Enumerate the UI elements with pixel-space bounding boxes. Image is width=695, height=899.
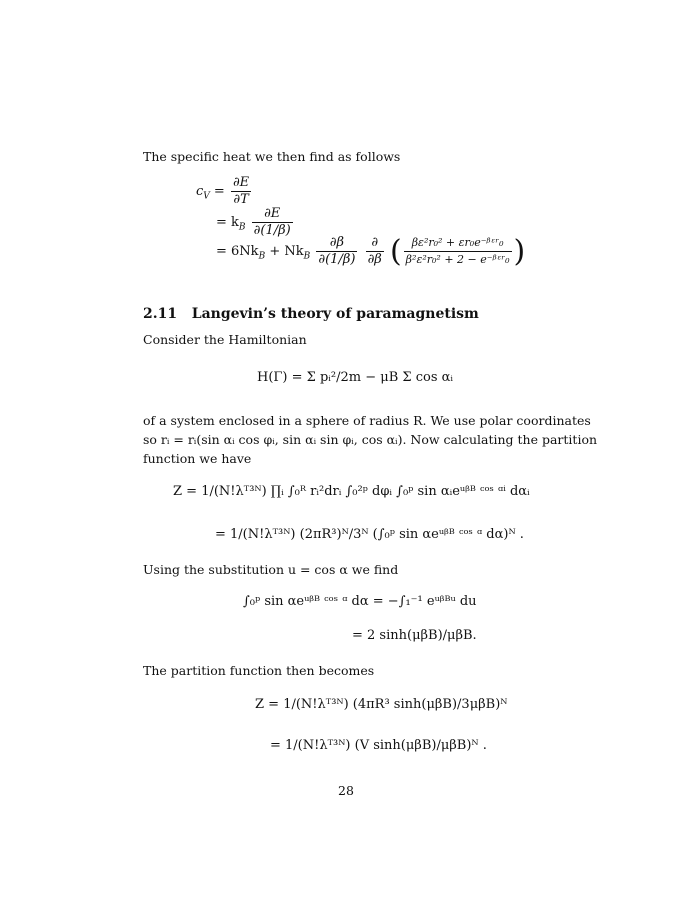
equation-cv-line-2: = $k_B$ $\frac{\partial E}{\partial(1/\beta)}$ <box>216 206 291 238</box>
hamiltonian-equation: H(Γ) = Σ pᵢ²/2m − μB Σ cos αᵢ <box>257 370 454 385</box>
fraction: $\frac{\partial\beta}{\partial(1/\beta)}$ <box>318 235 356 267</box>
paragraph-line-3: function we have <box>143 451 252 466</box>
paragraph-line-2: so rᵢ = rᵢ(sin αᵢ cos φᵢ, sin αᵢ sin φᵢ, cos αᵢ). Now calculating the partition <box>143 432 598 447</box>
section-number: 2.11 <box>143 306 178 322</box>
consider-text: Consider the Hamiltonian <box>143 332 307 347</box>
substitution-text: Using the substitution u = cos α we find <box>143 562 399 577</box>
fraction: $\frac{\text{βε²r₀² + εr₀e⁻ᵝᵋʳ₀}}{\text{β²ε²r₀² + 2 − e⁻ᵝᵋʳ₀}}$ <box>405 236 510 266</box>
partition-equation-line-2: = 1/(N!λᵀ³ᴺ) (2πR³)ᴺ/3ᴺ (∫₀ᵖ sin αeᵘᵝᴮ ᶜᵒˢ ᵅ dα)ᴺ . <box>215 527 524 542</box>
integral-equation-line-1: ∫₀ᵖ sin αeᵘᵝᴮ ᶜᵒˢ ᵅ dα = −∫₁⁻¹ eᵘᵝᴮᵘ du <box>243 594 477 609</box>
integral-equation-line-2: = 2 sinh(μβB)/μβB. <box>352 628 477 643</box>
section-title: Langevin’s theory of paramagnetism <box>191 306 479 322</box>
final-partition-line-2: = 1/(N!λᵀ³ᴺ) (V sinh(μβB)/μβB)ᴺ . <box>270 738 487 753</box>
final-partition-line-1: Z = 1/(N!λᵀ³ᴺ) (4πR³ sinh(μβB)/3μβB)ᴺ <box>255 697 508 712</box>
partition-becomes-text: The partition function then becomes <box>143 663 375 678</box>
fraction: $\frac{\partial}{\partial\beta}$ <box>367 235 382 267</box>
partition-equation-line-1: Z = 1/(N!λᵀ³ᴺ) ∏ᵢ ∫₀ᴿ rᵢ²drᵢ ∫₀²ᵖ dφᵢ ∫₀ᵖ sin αᵢeᵘᵝᴮ ᶜᵒˢ ᵅⁱ dαᵢ <box>173 484 530 499</box>
paragraph-line-1: of a system enclosed in a sphere of radius R. We use polar coordinates <box>143 413 591 428</box>
fraction: $\frac{\partial E}{\partial T}$ <box>232 175 250 207</box>
equation-cv-line-1: $c_V$ = $\frac{\partial E}{\partial T}$ <box>196 175 250 207</box>
page-number: 28 <box>338 783 354 798</box>
fraction: $\frac{\partial E}{\partial(1/\beta)}$ <box>253 206 291 238</box>
intro-text: The specific heat we then find as follows <box>143 149 401 164</box>
equation-cv-line-3: = $6Nk_B + Nk_B$ $\frac{\partial\beta}{\partial(1/\beta)}$ $\frac{\partial}{\partial\beta}$ ( $\frac{\text{βε²r₀² + εr₀e⁻ᵝᵋʳ₀}}{\text{β²ε²r₀² + 2 − e⁻ᵝᵋʳ₀}}$ ) <box>216 234 526 269</box>
section-heading <box>143 306 479 322</box>
